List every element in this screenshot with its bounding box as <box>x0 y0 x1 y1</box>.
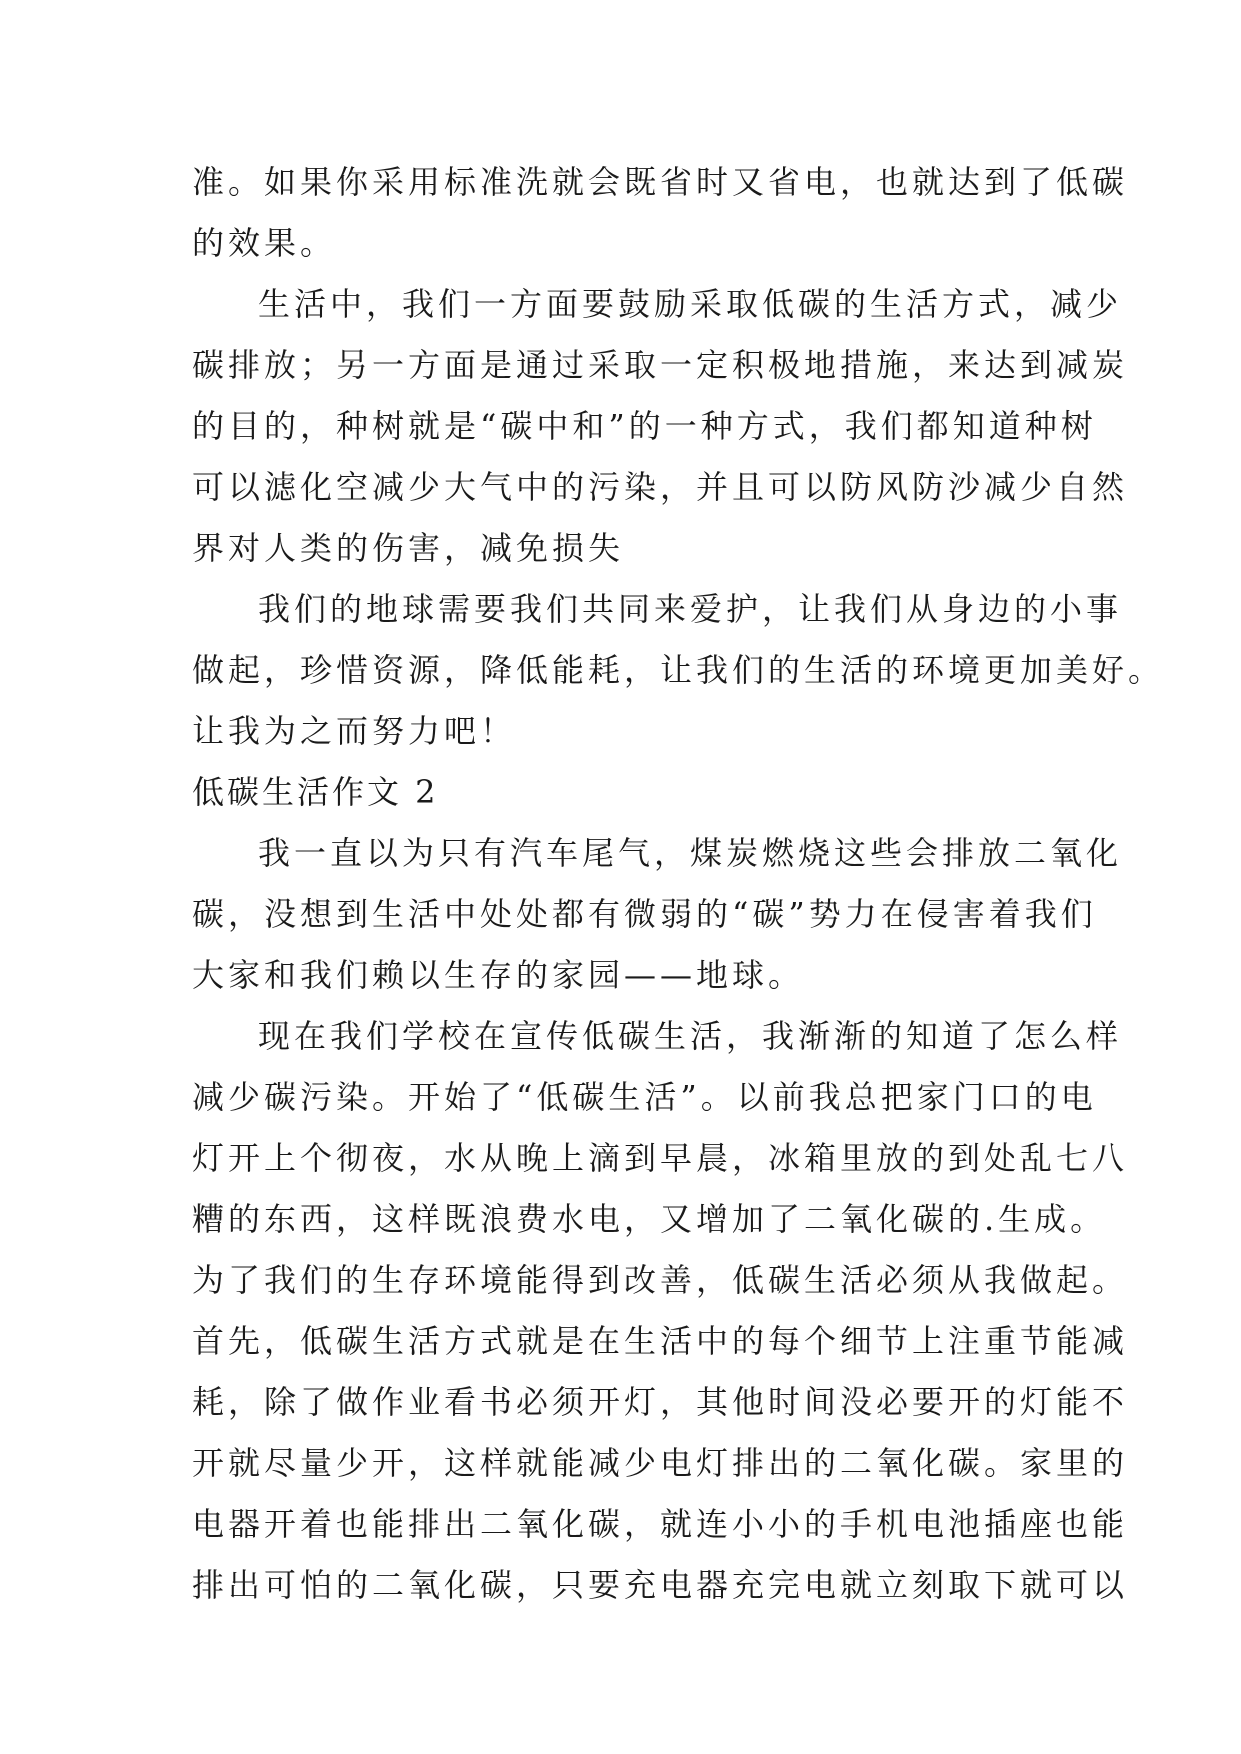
text-line: 的目的，种树就是“碳中和”的一种方式，我们都知道种树 <box>192 407 1097 445</box>
text-line: 准。如果你采用标准洗就会既省时又省电，也就达到了低碳 <box>192 163 1129 201</box>
document-body <box>192 152 1165 1616</box>
text-line: 碳排放；另一方面是通过采取一定积极地措施，来达到减炭 <box>192 346 1129 384</box>
text-line: 首先，低碳生活方式就是在生活中的每个细节上注重节能减 <box>192 1322 1129 1360</box>
text-line: 灯开上个彻夜，水从晚上滴到早晨，冰箱里放的到处乱七八 <box>192 1139 1129 1177</box>
text-line: 可以滤化空减少大气中的污染，并且可以防风防沙减少自然 <box>192 468 1129 506</box>
text-line: 糟的东西，这样既浪费水电，又增加了二氧化碳的.生成。 <box>192 1200 1107 1238</box>
text-line: 做起，珍惜资源，降低能耗，让我们的生活的环境更加美好。 <box>192 651 1165 689</box>
text-line: 排出可怕的二氧化碳，只要充电器充完电就立刻取下就可以 <box>192 1566 1129 1604</box>
paragraph-start-line: 生活中，我们一方面要鼓励采取低碳的生活方式，减少 <box>258 285 1123 323</box>
essay-heading: 低碳生活作文 2 <box>192 773 439 811</box>
paragraph-start-line: 现在我们学校在宣传低碳生活，我渐渐的知道了怎么样 <box>258 1017 1123 1055</box>
text-line: 界对人类的伤害，减免损失 <box>192 529 625 567</box>
paragraph-start-line: 我一直以为只有汽车尾气，煤炭燃烧这些会排放二氧化 <box>258 834 1123 872</box>
text-line: 电器开着也能排出二氧化碳，就连小小的手机电池插座也能 <box>192 1505 1129 1543</box>
text-line: 减少碳污染。开始了“低碳生活”。以前我总把家门口的电 <box>192 1078 1097 1116</box>
text-line: 让我为之而努力吧！ <box>192 712 517 750</box>
text-line: 为了我们的生存环境能得到改善，低碳生活必须从我做起。 <box>192 1261 1129 1299</box>
text-line: 开就尽量少开，这样就能减少电灯排出的二氧化碳。家里的 <box>192 1444 1129 1482</box>
text-line: 耗，除了做作业看书必须开灯，其他时间没必要开的灯能不 <box>192 1383 1129 1421</box>
text-line: 碳，没想到生活中处处都有微弱的“碳”势力在侵害着我们 <box>192 895 1097 933</box>
text-line: 的效果。 <box>192 224 337 262</box>
paragraph-start-line: 我们的地球需要我们共同来爱护，让我们从身边的小事 <box>258 590 1123 628</box>
text-line: 大家和我们赖以生存的家园——地球。 <box>192 956 805 994</box>
